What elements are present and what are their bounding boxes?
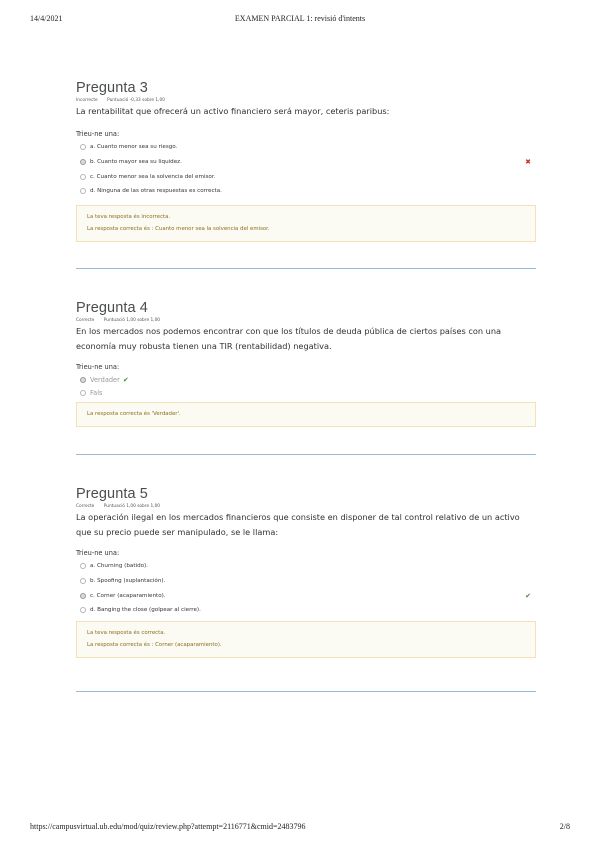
- feedback-correct-answer: La resposta correcta és 'Verdader'.: [87, 411, 181, 417]
- radio-button[interactable]: [80, 390, 86, 396]
- answer-option-true[interactable]: [76, 373, 536, 386]
- answer-option-c[interactable]: [76, 169, 536, 184]
- feedback-box: [76, 402, 536, 427]
- feedback-box: [76, 621, 536, 658]
- answer-option-b[interactable]: [76, 155, 536, 170]
- answer-label: a. Churning (batido).: [90, 563, 148, 570]
- answer-list: [76, 140, 536, 199]
- question-title: Pregunta 4: [76, 300, 148, 316]
- incorrect-icon: ✖: [525, 158, 531, 167]
- answer-label: a. Cuanto menor sea su riesgo.: [90, 144, 178, 151]
- question-5: [76, 486, 536, 658]
- answer-prompt: Trieu-ne una:: [76, 363, 120, 371]
- question-title: Pregunta 5: [76, 486, 148, 502]
- radio-button[interactable]: [80, 607, 86, 613]
- question-info: [76, 318, 536, 323]
- question-text: La operación ilegal en los mercados financieros que consiste en disponer de tal control relativo de un activo que su precio puede ser manipulado, se le llama:: [76, 512, 520, 537]
- radio-button[interactable]: [80, 188, 86, 194]
- radio-button-selected[interactable]: [80, 159, 86, 165]
- answer-option-a[interactable]: [76, 559, 536, 574]
- question-score: Puntuació -0,33 sobre 1,00: [107, 98, 165, 103]
- answer-option-b[interactable]: [76, 574, 536, 589]
- answer-prompt: Trieu-ne una:: [76, 549, 120, 557]
- question-text: En los mercados nos podemos encontrar con que los títulos de deuda pública de ciertos países con una economía muy robusta tienen una TIR (rentabilidad) negativa.: [76, 326, 502, 351]
- question-info: [76, 98, 536, 103]
- question-separator: [76, 454, 536, 455]
- question-status: Correcte: [76, 318, 95, 323]
- print-title: EXAMEN PARCIAL 1: revisió d'intents: [234, 14, 366, 23]
- answer-option-a[interactable]: [76, 140, 536, 155]
- radio-button-selected[interactable]: [80, 377, 86, 383]
- print-date: 14/4/2021: [30, 14, 63, 23]
- answer-prompt: Trieu-ne una:: [76, 130, 120, 138]
- radio-button-selected[interactable]: [80, 593, 86, 599]
- print-footer: [30, 822, 570, 834]
- question-score: Puntuació 1,00 sobre 1,00: [103, 318, 161, 323]
- radio-button[interactable]: [80, 578, 86, 584]
- radio-button[interactable]: [80, 563, 86, 569]
- answer-option-c[interactable]: [76, 588, 536, 603]
- answer-list: [76, 559, 536, 618]
- question-status: Correcte: [76, 504, 95, 509]
- question-info: [76, 504, 536, 509]
- question-3: [76, 80, 536, 242]
- print-url: https://campusvirtual.ub.edu/mod/quiz/review.php?attempt=2116771&cmid=2483796: [30, 822, 306, 831]
- answer-label: b. Spoofing (suplantación).: [90, 578, 166, 585]
- answer-label: Fals: [90, 388, 103, 397]
- correct-icon: ✔: [525, 591, 531, 600]
- question-text: La rentabilitat que ofrecerá un activo financiero será mayor, ceteris paribus:: [76, 106, 390, 116]
- answer-label: c. Corner (acaparamiento).: [90, 592, 166, 599]
- answer-label: d. Banging the close (golpear al cierre).: [90, 607, 201, 614]
- answer-option-d[interactable]: [76, 603, 536, 618]
- question-status: Incorrecte: [76, 98, 98, 103]
- feedback-result: La teva resposta és correcta.: [87, 629, 166, 636]
- answer-label: c. Cuanto menor sea la solvencia del emisor.: [90, 173, 216, 180]
- answer-label: b. Cuanto mayor sea su liquidez.: [90, 159, 182, 166]
- question-score: Puntuació 1,00 sobre 1,00: [103, 504, 161, 509]
- print-header: [30, 14, 570, 26]
- answer-label: Verdader: [90, 375, 120, 384]
- answer-option-d[interactable]: [76, 184, 536, 199]
- correct-icon: ✔: [122, 375, 129, 384]
- answer-label: d. Ninguna de las otras respuestas es correcta.: [90, 188, 222, 195]
- page-number: 2/8: [559, 822, 570, 831]
- radio-button[interactable]: [80, 174, 86, 180]
- feedback-result: La teva resposta és incorrecta.: [87, 213, 171, 220]
- feedback-box: [76, 205, 536, 242]
- question-title: Pregunta 3: [76, 80, 148, 96]
- question-separator: [76, 691, 536, 692]
- question-separator: [76, 268, 536, 269]
- feedback-correct-answer: La resposta correcta és : Corner (acaparamiento).: [87, 641, 222, 648]
- answer-list: [76, 373, 536, 399]
- feedback-correct-answer: La resposta correcta és : Cuanto menor sea la solvencia del emisor.: [87, 225, 270, 232]
- question-4: [76, 300, 536, 427]
- radio-button[interactable]: [80, 144, 86, 150]
- answer-option-false[interactable]: [76, 386, 536, 399]
